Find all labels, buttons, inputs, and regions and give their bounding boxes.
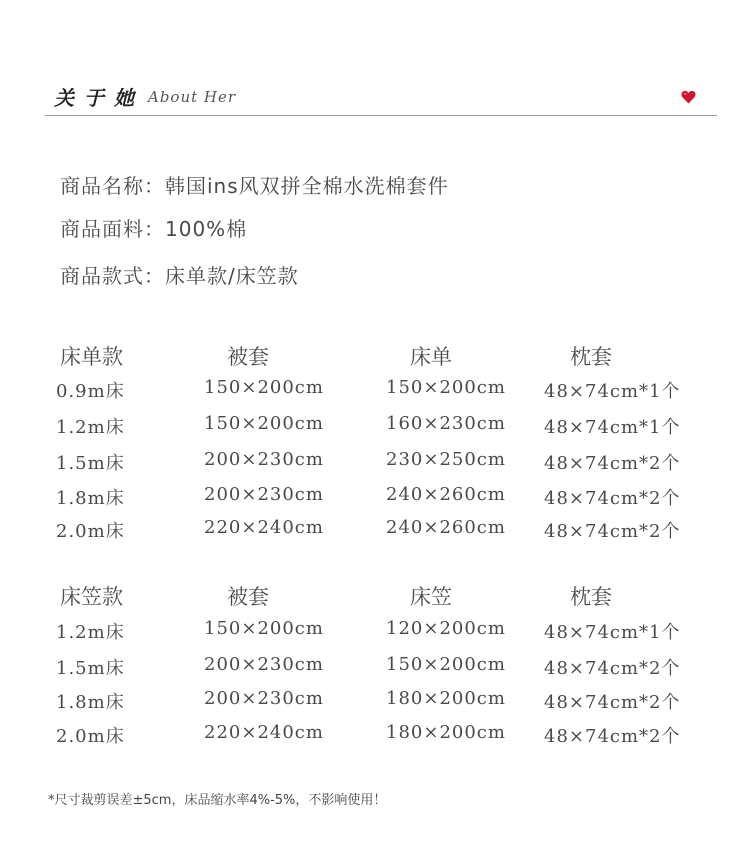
table-cell: 48×74cm*2个	[544, 658, 681, 679]
table-cell: 220×240cm	[204, 517, 324, 538]
table-cell: 0.9m床	[56, 381, 125, 402]
table-cell: 160×230cm	[386, 413, 506, 434]
table-cell: 48×74cm*1个	[544, 622, 681, 643]
table-cell: 150×200cm	[386, 377, 506, 398]
table-cell: 150×200cm	[204, 377, 324, 398]
table-cell: 48×74cm*1个	[544, 417, 681, 438]
table-cell: 150×200cm	[204, 618, 324, 639]
header-cell: 床笠款	[60, 585, 123, 609]
table-cell: 200×230cm	[204, 654, 324, 675]
header-cell: 床笠	[410, 585, 452, 609]
table-cell: 48×74cm*2个	[544, 521, 681, 542]
header-cell: 床单	[410, 345, 452, 369]
table-cell: 150×200cm	[386, 654, 506, 675]
product-name-line	[60, 170, 449, 199]
table-cell: 2.0m床	[56, 726, 125, 747]
table-cell: 1.5m床	[56, 453, 125, 474]
table-cell: 220×240cm	[204, 722, 324, 743]
product-style-line	[60, 260, 299, 289]
table-cell: 120×200cm	[386, 618, 506, 639]
table-cell: 240×260cm	[386, 484, 506, 505]
product-style-value: 床单款/床笠款	[165, 264, 299, 288]
product-fabric-label: 商品面料：	[60, 217, 165, 241]
header-cell: 被套	[227, 345, 269, 369]
table-cell: 1.5m床	[56, 658, 125, 679]
table-cell: 200×230cm	[204, 484, 324, 505]
table-cell: 230×250cm	[386, 449, 506, 470]
table-cell: 1.2m床	[56, 622, 125, 643]
table-cell: 1.2m床	[56, 417, 125, 438]
heart-icon	[681, 90, 696, 104]
product-fabric-line	[60, 213, 247, 242]
table-cell: 200×230cm	[204, 688, 324, 709]
table-cell: 48×74cm*2个	[544, 453, 681, 474]
product-name-label: 商品名称：	[60, 174, 165, 198]
table-cell: 48×74cm*2个	[544, 488, 681, 509]
table-cell: 2.0m床	[56, 521, 125, 542]
product-fabric-value: 100%棉	[165, 217, 248, 241]
header	[0, 0, 750, 120]
header-cell: 枕套	[570, 585, 612, 609]
footnote: *尺寸裁剪误差±5cm，床品缩水率4%-5%，不影响使用！	[48, 793, 387, 808]
section-title: 关于她	[54, 86, 144, 110]
table-cell: 240×260cm	[386, 517, 506, 538]
section-subtitle: About Her	[148, 88, 237, 106]
table-cell: 180×200cm	[386, 722, 506, 743]
table-cell: 48×74cm*1个	[544, 381, 681, 402]
table-cell: 48×74cm*2个	[544, 692, 681, 713]
header-cell: 被套	[227, 585, 269, 609]
table-cell: 180×200cm	[386, 688, 506, 709]
header-cell: 床单款	[60, 345, 123, 369]
table-cell: 1.8m床	[56, 692, 125, 713]
product-name-value: 韩国ins风双拼全棉水洗棉套件	[165, 174, 449, 198]
divider	[45, 115, 717, 116]
product-style-label: 商品款式：	[60, 264, 165, 288]
table-cell: 200×230cm	[204, 449, 324, 470]
table-cell: 48×74cm*2个	[544, 726, 681, 747]
table-cell: 1.8m床	[56, 488, 125, 509]
table-cell: 150×200cm	[204, 413, 324, 434]
header-cell: 枕套	[570, 345, 612, 369]
